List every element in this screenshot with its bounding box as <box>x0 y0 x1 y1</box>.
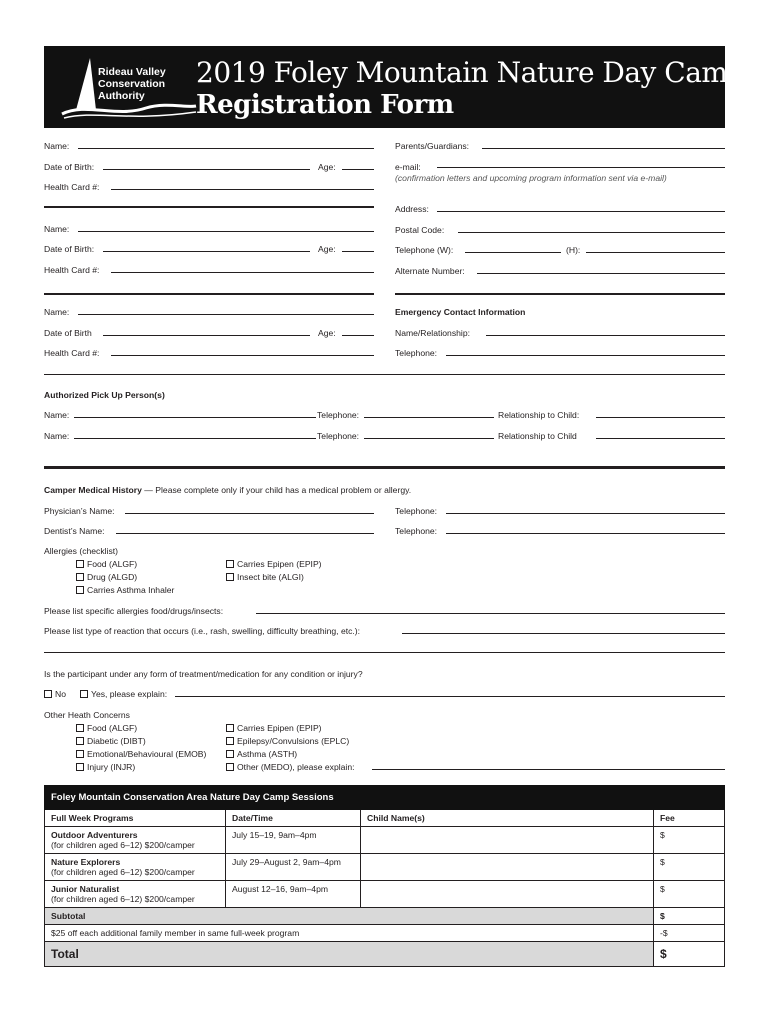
camper3-name-field[interactable] <box>78 314 374 315</box>
concern-other[interactable] <box>226 762 355 772</box>
allergy-drug-label: Drug (ALGD) <box>87 572 138 582</box>
table-row <box>45 827 725 854</box>
checkbox[interactable] <box>80 690 88 698</box>
concern-emotional[interactable] <box>76 749 206 759</box>
concern-epilepsy-label: Epilepsy/Convulsions (EPLC) <box>237 736 350 746</box>
section-divider <box>395 293 725 295</box>
table-row <box>45 854 725 881</box>
pickup2-name-label: Name: <box>44 431 70 441</box>
concern-injury[interactable] <box>76 762 135 772</box>
camper1-name-label: Name: <box>44 141 70 151</box>
camper3-dob-field[interactable] <box>103 335 310 336</box>
concern-injury-label: Injury (INJR) <box>87 762 136 772</box>
child-names-cell[interactable] <box>361 881 654 908</box>
physician-tel-field[interactable] <box>446 513 725 514</box>
pickup1-name-field[interactable] <box>74 417 316 418</box>
camper2-dob-field[interactable] <box>103 251 310 252</box>
concern-other-field[interactable] <box>372 769 725 770</box>
reaction-field[interactable] <box>402 633 725 634</box>
fee-cell[interactable]: $ <box>654 827 725 854</box>
checkbox[interactable] <box>76 737 84 745</box>
allergy-drug[interactable] <box>76 572 137 582</box>
form-header <box>44 46 745 128</box>
allergies-label: Allergies (checklist) <box>44 546 119 556</box>
postal-field[interactable] <box>458 232 725 233</box>
address-label: Address: <box>395 204 429 214</box>
camper3-dob-label: Date of Birth <box>44 328 92 338</box>
concern-diabetic-label: Diabetic (DIBT) <box>87 736 146 746</box>
allergy-food[interactable] <box>76 559 137 569</box>
fee-cell[interactable]: $ <box>654 854 725 881</box>
form-title: 2019 Foley Mountain Nature Day Camp <box>196 56 745 89</box>
camper1-dob-field[interactable] <box>103 169 310 170</box>
program-name: Nature Explorers <box>51 857 121 867</box>
checkbox[interactable] <box>76 750 84 758</box>
specific-allergies-field[interactable] <box>256 613 725 614</box>
program-name: Junior Naturalist <box>51 884 120 894</box>
concern-other-label: Other (MEDO), please explain: <box>237 762 355 772</box>
tel-home-field[interactable] <box>586 252 725 253</box>
section-divider <box>44 374 725 375</box>
col-header-fee: Fee <box>654 810 725 827</box>
camper2-health-label: Health Card #: <box>44 265 100 275</box>
checkbox[interactable] <box>226 560 234 568</box>
concern-epipen[interactable] <box>226 723 322 733</box>
pickup1-rel-field[interactable] <box>596 417 725 418</box>
medical-intro: — Please complete only if your child has a medical problem or allergy. <box>141 485 412 495</box>
pickup1-rel-label: Relationship to Child: <box>498 410 580 420</box>
sessions-table <box>44 785 725 967</box>
checkbox[interactable] <box>226 737 234 745</box>
email-note: (confirmation letters and upcoming program information sent via e-mail) <box>395 173 667 183</box>
concern-diabetic[interactable] <box>76 736 146 746</box>
camper1-name-field[interactable] <box>78 148 374 149</box>
treatment-yes[interactable] <box>80 689 167 699</box>
camper1-age-field[interactable] <box>342 169 374 170</box>
date-cell: August 12–16, 9am–4pm <box>226 881 361 908</box>
dentist-tel-field[interactable] <box>446 533 725 534</box>
dentist-tel-label: Telephone: <box>395 526 438 536</box>
address-field[interactable] <box>437 211 725 212</box>
checkbox[interactable] <box>76 763 84 771</box>
alternate-field[interactable] <box>477 273 725 274</box>
camper3-age-label: Age: <box>318 328 336 338</box>
program-name: Outdoor Adventurers <box>51 830 138 840</box>
section-divider <box>44 293 374 295</box>
camper1-health-label: Health Card #: <box>44 182 100 192</box>
email-label: e-mail: <box>395 162 421 172</box>
org-line-3: Authority <box>98 90 145 102</box>
tel-work-label: Telephone (W): <box>395 245 454 255</box>
org-line-2: Conservation <box>98 78 166 90</box>
pickup2-name-field[interactable] <box>74 438 316 439</box>
total-label: Total <box>45 942 654 967</box>
postal-label: Postal Code: <box>395 225 445 235</box>
guardians-field[interactable] <box>482 148 725 149</box>
allergy-food-label: Food (ALGF) <box>87 559 138 569</box>
date-cell: July 15–19, 9am–4pm <box>226 827 361 854</box>
child-names-cell[interactable] <box>361 827 654 854</box>
checkbox[interactable] <box>76 586 84 594</box>
subtotal-fee[interactable]: $ <box>654 908 725 925</box>
checkbox[interactable] <box>44 690 52 698</box>
concerns-label: Other Heath Concerns <box>44 710 130 720</box>
tel-work-field[interactable] <box>465 252 561 253</box>
org-line-1: Rideau Valley <box>98 66 166 78</box>
reaction-label: Please list type of reaction that occurs (i.e., rash, swelling, difficulty breathing, etc.): <box>44 626 361 636</box>
camper1-age-label: Age: <box>318 162 336 172</box>
checkbox[interactable] <box>226 724 234 732</box>
camper1-dob-label: Date of Birth: <box>44 162 95 172</box>
guardians-label: Parents/Guardians: <box>395 141 470 151</box>
child-names-cell[interactable] <box>361 854 654 881</box>
camper3-health-label: Health Card #: <box>44 348 100 358</box>
specific-allergies-label: Please list specific allergies food/drugs/insects: <box>44 606 224 616</box>
checkbox[interactable] <box>76 573 84 581</box>
pickup1-name-label: Name: <box>44 410 70 420</box>
physician-tel-label: Telephone: <box>395 506 438 516</box>
section-divider <box>44 466 725 469</box>
date-cell: July 29–August 2, 9am–4pm <box>226 854 361 881</box>
medical-heading: Camper Medical History <box>44 485 142 495</box>
table-row <box>45 881 725 908</box>
pickup1-tel-label: Telephone: <box>317 410 360 420</box>
pickup2-tel-label: Telephone: <box>317 431 360 441</box>
total-row <box>45 942 725 967</box>
concern-epilepsy[interactable] <box>226 736 349 746</box>
allergy-insect[interactable] <box>226 572 304 582</box>
camper2-age-label: Age: <box>318 244 336 254</box>
treatment-no-label: No <box>55 689 66 699</box>
program-cell <box>45 881 226 908</box>
emergency-relationship-field[interactable] <box>486 335 725 336</box>
allergy-epipen-label: Carries Epipen (EPIP) <box>237 559 322 569</box>
camper2-name-label: Name: <box>44 224 70 234</box>
treatment-explain-field[interactable] <box>175 696 725 697</box>
checkbox[interactable] <box>76 560 84 568</box>
dentist-label: Dentist’s Name: <box>44 526 105 536</box>
program-detail: (for children aged 6–12) $200/camper <box>51 867 195 877</box>
col-header-program: Full Week Programs <box>45 810 226 827</box>
emergency-telephone-label: Telephone: <box>395 348 438 358</box>
sessions-caption: Foley Mountain Conservation Area Nature Day Camp Sessions <box>45 786 725 810</box>
col-header-children: Child Name(s) <box>361 810 654 827</box>
allergy-inhaler[interactable] <box>76 585 174 595</box>
program-detail: (for children aged 6–12) $200/camper <box>51 894 195 904</box>
form-subtitle: Registration Form <box>196 90 454 120</box>
concern-emotional-label: Emotional/Behavioural (EMOB) <box>87 749 207 759</box>
tel-home-label: (H): <box>566 245 581 255</box>
allergy-inhaler-label: Carries Asthma Inhaler <box>87 585 175 595</box>
alternate-label: Alternate Number: <box>395 266 465 276</box>
treatment-question: Is the participant under any form of treatment/medication for any condition or injury? <box>44 669 363 679</box>
program-cell <box>45 827 226 854</box>
email-field[interactable] <box>437 167 725 168</box>
camper2-health-field[interactable] <box>111 272 374 273</box>
camper2-name-field[interactable] <box>78 231 374 232</box>
camper2-dob-label: Date of Birth: <box>44 244 95 254</box>
medical-heading-line <box>44 485 411 495</box>
subtotal-label: Subtotal <box>45 908 654 925</box>
program-cell <box>45 854 226 881</box>
checkbox[interactable] <box>226 763 234 771</box>
pickup2-rel-label: Relationship to Child <box>498 431 577 441</box>
section-divider <box>44 206 374 208</box>
emergency-relationship-label: Name/Relationship: <box>395 328 470 338</box>
org-name <box>98 66 166 102</box>
dentist-field[interactable] <box>116 533 374 534</box>
concern-asthma-label: Asthma (ASTH) <box>237 749 298 759</box>
camper3-age-field[interactable] <box>342 335 374 336</box>
concern-food[interactable] <box>76 723 137 733</box>
physician-label: Physician’s Name: <box>44 506 115 516</box>
concern-asthma[interactable] <box>226 749 297 759</box>
pickup1-tel-field[interactable] <box>364 417 494 418</box>
pickup2-tel-field[interactable] <box>364 438 494 439</box>
treatment-yes-label: Yes, please explain: <box>91 689 168 699</box>
camper2-age-field[interactable] <box>342 251 374 252</box>
allergy-insect-label: Insect bite (ALGI) <box>237 572 304 582</box>
checkbox[interactable] <box>226 750 234 758</box>
col-header-date: Date/Time <box>226 810 361 827</box>
camper3-name-label: Name: <box>44 307 70 317</box>
treatment-no[interactable] <box>44 689 66 699</box>
camper1-health-field[interactable] <box>111 189 374 190</box>
emergency-telephone-field[interactable] <box>446 355 725 356</box>
emergency-heading: Emergency Contact Information <box>395 307 526 317</box>
concern-food-label: Food (ALGF) <box>87 723 138 733</box>
checkbox[interactable] <box>226 573 234 581</box>
camper3-health-field[interactable] <box>111 355 374 356</box>
discount-fee[interactable]: -$ <box>654 925 725 942</box>
total-fee[interactable]: $ <box>654 942 725 967</box>
pickup2-rel-field[interactable] <box>596 438 725 439</box>
discount-row <box>45 925 725 942</box>
discount-label: $25 off each additional family member in same full-week program <box>45 925 654 942</box>
checkbox[interactable] <box>76 724 84 732</box>
allergy-epipen[interactable] <box>226 559 322 569</box>
subtotal-row <box>45 908 725 925</box>
fee-cell[interactable]: $ <box>654 881 725 908</box>
pickup-heading: Authorized Pick Up Person(s) <box>44 390 165 400</box>
physician-field[interactable] <box>125 513 374 514</box>
reaction-field-line2[interactable] <box>44 652 725 653</box>
concern-epipen-label: Carries Epipen (EPIP) <box>237 723 322 733</box>
program-detail: (for children aged 6–12) $200/camper <box>51 840 195 850</box>
